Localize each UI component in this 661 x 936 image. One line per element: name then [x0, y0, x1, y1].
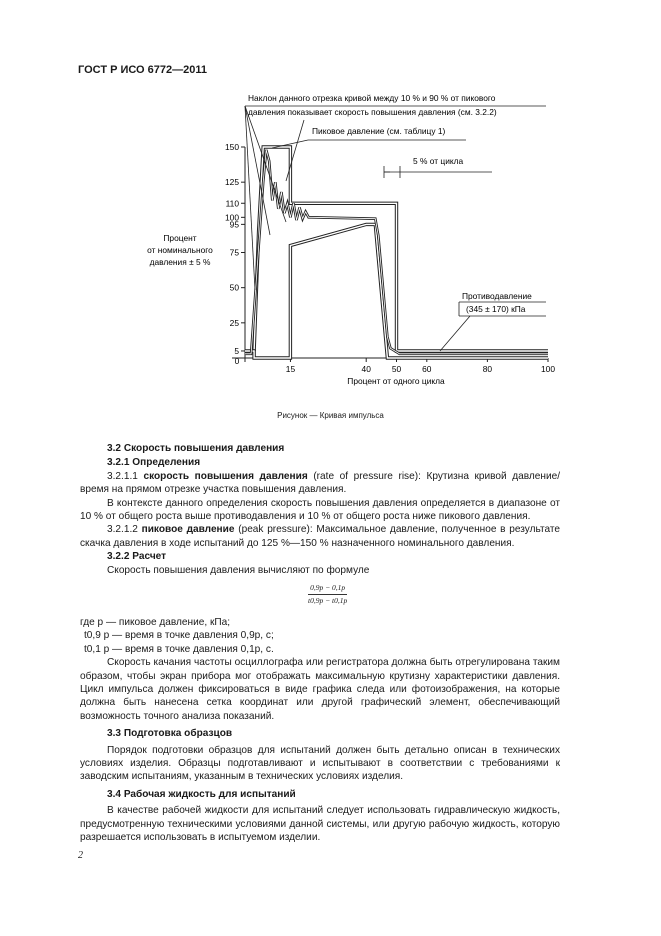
- formula: [308, 583, 347, 605]
- formula-denominator: t0,9p − t0,1p: [308, 596, 348, 605]
- y-axis-label-line-3: давления ± 5 %: [149, 257, 211, 267]
- y-tick-label: 125: [225, 177, 239, 188]
- slope-leader-3: [245, 106, 286, 222]
- paragraph-3-4: В качестве рабочей жидкости для испытаний следует использовать гидравлическую жидкость, предусмотренную техническими условиями данной системы, или другую рабочую жидкость, которую разрешается использовать в испытуемом изделии.: [80, 805, 560, 844]
- annotation-slope-line-2: давления показывает скорость повышения давления (см. 3.2.2): [248, 107, 497, 117]
- where-t01: t0,1 p — время в точке давления 0,1p, с.: [84, 643, 274, 655]
- y-tick-label: 110: [225, 198, 239, 209]
- document-header: ГОСТ Р ИСО 6772—2011: [78, 64, 208, 76]
- y-tick-label: 75: [229, 247, 239, 258]
- heading-3-2-2: 3.2.2 Расчет: [107, 551, 167, 563]
- y-tick-label: 5: [234, 345, 239, 356]
- upper-tolerance-envelope-core: [254, 147, 548, 351]
- definition-text: (peak pressure): Максимальное давление, полученное в результате скачка давления в ходе испытаний до 125 %—150 % назначенного номинального давления.: [80, 524, 560, 549]
- term: пиковое давление: [141, 524, 235, 536]
- heading-3-3: 3.3 Подготовка образцов: [107, 728, 233, 740]
- x-tick-label: 100: [541, 364, 555, 374]
- upper-tolerance-envelope-outline: [254, 147, 548, 351]
- clause-number: 3.2.1.1: [107, 470, 138, 482]
- x-tick-label: 80: [482, 364, 493, 374]
- annotation-backpressure-line-2: (345 ± 170) кПа: [466, 304, 526, 314]
- y-tick-label: 150: [225, 142, 239, 152]
- y-tick-label: 95: [229, 219, 239, 230]
- y-axis-label-line-2: от номинального: [147, 245, 213, 255]
- x-tick-label: 50: [391, 364, 402, 374]
- x-tick-label: 60: [422, 364, 432, 374]
- annotation-5-percent: 5 % от цикла: [413, 156, 464, 166]
- annotation-slope-line-1: Наклон данного отрезка кривой между 10 % и 90 % от пикового: [248, 93, 496, 103]
- annotation-peak-pressure: Пиковое давление (см. таблицу 1): [312, 126, 446, 136]
- page-number: 2: [78, 850, 83, 861]
- x-tick-label: 15: [285, 364, 296, 374]
- upper-tolerance-envelope: [254, 147, 548, 351]
- definition-text: (rate of pressure rise): Крутизна кривой давление/время на прямом отрезке участка повышения давления.: [80, 470, 561, 496]
- paragraph-3-2-1-1: [80, 470, 560, 497]
- clause-number: 3.2.1.2: [107, 524, 138, 536]
- paragraph-3-2-1-2: [80, 523, 560, 550]
- formula-bar: [308, 594, 347, 595]
- where-t09: t0,9 p — время в точке давления 0,9p, с;: [84, 630, 274, 642]
- chart-axes: [229, 147, 548, 358]
- calc-intro: Скорость повышения давления вычисляют по формуле: [107, 564, 370, 576]
- where-p: где p — пиковое давление, кПа;: [80, 617, 231, 628]
- y-axis-label-line-1: Процент: [163, 233, 197, 243]
- y-tick-label: 50: [229, 282, 239, 293]
- chart-series: [245, 147, 548, 358]
- paragraph-oscilloscope: Скорость качания частоты осциллографа или регистратора должна быть отрегулирована таким образом, чтобы экран прибора мог отображать максимальную крутизну характеристики давления. Цикл импульса должен фиксироваться в виде графика следа или фотоизображения, на которые должна быть нанесена сетка координат или другой графический элемент, обеспечивающий возможность точного анализа показаний.: [80, 657, 560, 722]
- chart-ticks: [225, 142, 555, 374]
- y-tick-label: 100: [225, 212, 239, 223]
- x-tick-label: 0: [234, 356, 240, 366]
- annotation-backpressure-line-1: Противодавление: [462, 291, 532, 301]
- formula-numerator: 0,9p − 0,1p: [310, 583, 346, 592]
- y-tick-label: 25: [229, 317, 239, 328]
- pulse-curve-chart: [0, 0, 661, 400]
- section-3-2-2-body: [80, 616, 560, 845]
- backpressure-leader: [440, 316, 470, 351]
- x-axis-label: Процент от одного цикла: [347, 376, 445, 386]
- term: скорость повышения давления: [143, 470, 308, 482]
- x-tick-label: 40: [361, 364, 371, 374]
- figure-caption: Рисунок — Кривая импульса: [277, 411, 384, 420]
- heading-3-4: 3.4 Рабочая жидкость для испытаний: [107, 788, 296, 800]
- heading-3-2-1: 3.2.1 Определения: [107, 457, 201, 469]
- paragraph-definition-context: В контексте данного определения скорость повышения давления определяется в диапазоне от 10 % от общего роста выше противодавления и 10 % от общего роста ниже пикового давления.: [80, 497, 560, 523]
- section-3-2: [80, 442, 560, 577]
- heading-3-2: 3.2 Скорость повышения давления: [107, 443, 285, 454]
- paragraph-3-3: Порядок подготовки образцов для испытаний должен быть детально описан в технических условиях изделия. Образцы подготавливают и испытывают в соответствии с требованиями к заводским испытаниям, указанным в технических условиях изделия.: [80, 744, 560, 783]
